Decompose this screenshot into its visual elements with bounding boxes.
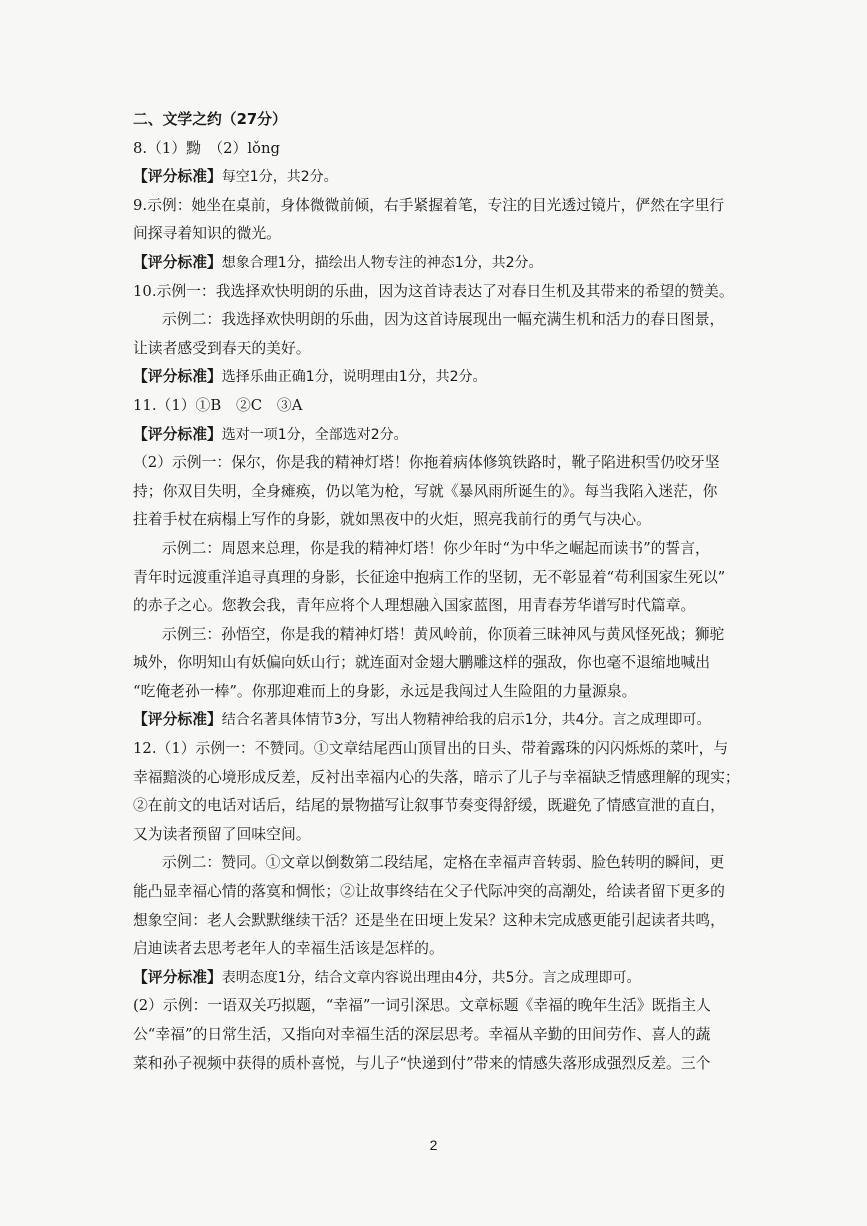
answer-line: 公“幸福”的日常生活，又指向对幸福生活的深层思考。幸福从辛勤的田间劳作、喜人的蔬 (133, 1026, 711, 1043)
answer-line: 示例二：周恩来总理，你是我的精神灯塔！你少年时“为中华之崛起而读书”的誓言， (162, 539, 710, 557)
answer-line: 青年时远渡重洋追寻真理的身影，长征途中抱病工作的坚韧，无不彰显着“苟利国家生死以” (133, 568, 726, 586)
answer-line: 示例二：赞同。①文章以倒数第二段结尾，定格在幸福声音转弱、脸色转明的瞬间，更 (162, 854, 725, 872)
scoring-standard: 【评分标准】表明态度1分，结合文章内容说出理由4分，共5分。言之成理即可。 (133, 968, 641, 986)
answer-line: 想象空间：老人会默默继续干活？还是坐在田埂上发呆？这种未完成感更能引起读者共鸣， (133, 911, 725, 929)
answer-line: ②在前文的电话对话后，结尾的景物描写让叙事节奏变得舒缓，既避免了情感宣泄的直白， (133, 797, 725, 815)
answer-line: 的赤子之心。您教会我，青年应将个人理想融入国家蓝图，用青春芳华谱写时代篇章。 (133, 597, 696, 615)
answer-line: “吃俺老孙一棒”。你那迎难而上的身影，永远是我闯过人生险阻的力量源泉。 (133, 682, 637, 700)
answer-line: 又为读者预留了回味空间。 (133, 825, 311, 843)
answer-line: 让读者感受到春天的美好。 (133, 339, 311, 357)
scoring-standard: 【评分标准】结合名著具体情节3分，写出人物精神给我的启示1分，共4分。言之成理即可。 (133, 711, 711, 729)
answer-line: 9.示例：她坐在桌前，身体微微前倾，右手紧握着笔，专注的目光透过镜片，俨然在字里行 (133, 196, 725, 214)
answer-line: 8.（1）黝 （2）lǒng (133, 139, 280, 157)
score-tag: 【评分标准】 (133, 253, 222, 271)
answer-line: 幸福黯淡的心境形成反差，反衬出幸福内心的失落，暗示了儿子与幸福缺乏情感理解的现实； (133, 768, 740, 786)
answer-line: 能凸显幸福心情的落寞和惆怅；②让故事终结在父子代际冲突的高潮处，给读者留下更多的 (133, 883, 725, 901)
answer-line: 间探寻着知识的微光。 (133, 225, 281, 243)
scoring-standard: 【评分标准】每空1分，共2分。 (133, 168, 338, 186)
answer-line: 启迪读者去思考老年人的幸福生活该是怎样的。 (133, 940, 444, 958)
answer-line: 11.（1）①B ②C ③A (133, 396, 303, 414)
page-number: 2 (429, 1137, 438, 1153)
answer-line: （2）示例一：保尔，你是我的精神灯塔！你拖着病体修筑铁路时，靴子陷进积雪仍咬牙坚 (133, 454, 720, 472)
section-title: 二、文学之约（27分） (133, 111, 287, 128)
score-tag: 【评分标准】 (133, 968, 222, 986)
answer-line: 拄着手杖在病榻上写作的身影，就如黑夜中的火炬，照亮我前行的勇气与决心。 (133, 511, 651, 529)
answer-line: 10.示例一：我选择欢快明朗的乐曲，因为这首诗表达了对春日生机及其带来的希望的赞美。 (133, 282, 734, 300)
answer-line: 持；你双目失明，全身瘫痪，仍以笔为枪，写就《暴风雨所诞生的》。每当我陷入迷茫，你 (133, 482, 718, 500)
answer-line: 示例二：我选择欢快明朗的乐曲，因为这首诗展现出一幅充满生机和活力的春日图景， (162, 311, 725, 329)
scoring-standard: 【评分标准】选择乐曲正确1分，说明理由1分，共2分。 (133, 368, 487, 386)
score-tag: 【评分标准】 (133, 368, 222, 386)
score-tag: 【评分标准】 (133, 168, 222, 186)
score-tag: 【评分标准】 (133, 425, 222, 443)
answer-line: 城外，你明知山有妖偏向妖山行；就连面对金翅大鹏雕这样的强敌，你也毫不退缩地喊出 (133, 654, 711, 672)
scoring-standard: 【评分标准】选对一项1分，全部选对2分。 (133, 425, 408, 443)
score-tag: 【评分标准】 (133, 711, 222, 729)
scoring-standard: 【评分标准】想象合理1分，描绘出人物专注的神态1分，共2分。 (133, 253, 543, 271)
answer-line: 12.（1）示例一：不赞同。①文章结尾西山顶冒出的日头、带着露珠的闪闪烁烁的菜叶，与 (133, 740, 729, 758)
answer-line: 菜和孙子视频中获得的质朴喜悦，与儿子“快递到付”带来的情感失落形成强烈反差。三个 (133, 1054, 711, 1072)
answer-content (133, 106, 745, 1078)
answer-line: 示例三：孙悟空，你是我的精神灯塔！黄风岭前，你顶着三昧神风与黄风怪死战；狮驼 (162, 625, 725, 643)
answer-line: (2）示例：一语双关巧拟题，“幸福”一词引深思。文章标题《幸福的晚年生活》既指主人 (133, 997, 711, 1015)
